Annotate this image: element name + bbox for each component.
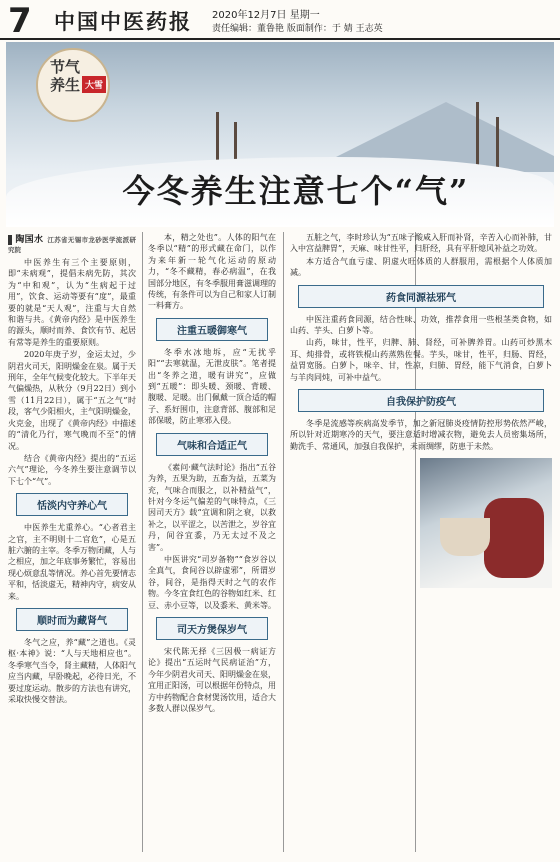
paper-name: 中国中医药报	[54, 9, 192, 34]
column-3	[290, 232, 552, 588]
paragraph: 结合《黄帝内经》提出的“五运六气”理论，今冬养生要注意调节以下七个“气”。	[8, 453, 136, 486]
column-divider	[142, 232, 143, 852]
cup-shape	[440, 518, 490, 556]
paragraph: 中医注重药食同源，结合性味、功效，推荐食用一些根茎类食物，如山药、芋头、白萝卜等。	[290, 314, 552, 336]
byline	[8, 232, 136, 255]
paragraph: 中医养生尤重养心。“心者君主之官，主不明则十二官危”，心是五脏六腑的主宰。冬季万物闭藏，人与之相应，加之年底事务繁忙，容易出现心烦意乱等情况。养心首先要情志平和，恬淡虚无，精神内守，病安从来。	[8, 523, 136, 601]
badge-text: 节气养生	[50, 58, 81, 94]
column-divider	[283, 232, 284, 852]
tree-icon	[476, 102, 479, 172]
subheading-food: 药食同源祛邪气	[298, 285, 544, 308]
column-2	[148, 232, 276, 715]
masthead	[0, 0, 560, 40]
winter-photo	[420, 458, 552, 588]
subheading-epidemic: 自我保护防疫气	[298, 389, 544, 412]
badge-tag: 大雪	[82, 76, 106, 93]
paragraph: 冬气之应，养“藏”之道也。《灵枢·本神》说：“人与天地相应也”。冬季寒气当令，肾主藏精，人体阳气应当内藏，早卧晚起，必待日光，不要过度运动。散步的方法也有讲究，采取快慢交替法。	[8, 637, 136, 704]
author-name: 陶国水	[15, 235, 44, 245]
scarf-shape	[484, 498, 544, 578]
paragraph: 冬季水冰地坼，应“无扰乎阳”“去寒就温，无泄皮肤”。笔者提出“冬养之道，暖有讲究”，应做到“五暖”：即头暖、颈暖、背暖、腹暖、足暖。出门佩戴一顶合适的帽子、系好围巾，注意背部、腹部和足部保暖，防止寒邪入侵。	[148, 347, 276, 426]
headline: 今冬养生注意七个“气”	[122, 172, 470, 210]
issue-date: 2020年12月7日 星期一	[212, 10, 320, 21]
column-1	[8, 232, 136, 706]
paragraph: 《素问·藏气法时论》指出“五谷为养，五果为助，五畜为益，五菜为充，气味合而服之，以补精益气”，针对今冬运气偏差的气味特点，《三因司天方》载“宜调和阴之衰，以救补之，以平涩之，以苦泄之，岁谷宜丹，间谷宜黍，乃无太过不及之害”。	[148, 462, 276, 552]
paragraph: 山药，味甘，性平，归脾、肺、肾经，可补脾养胃。山药可炒黑木耳、炖排骨，或将铁棍山药蒸熟佐餐。芋头，味甘，性平，归肠、胃经，益胃宽肠。白萝卜，味辛、甘，性凉，归肺、胃经，能下气消食，白萝卜与羊肉同炖，可补中益气。	[290, 338, 552, 382]
section-badge	[36, 48, 110, 122]
hero-image	[6, 42, 554, 227]
paragraph: 本，精之处也”。人体的阳气在冬季以“精”的形式藏在命门，以作为来年新一轮气化运动的原动力，“冬不藏精，春必病温”，在我国部分地区，有冬季服用膏滋调理的传统，有条件可以为自己和家人订制一料膏方。	[148, 233, 276, 311]
page-number: 7	[8, 1, 32, 41]
issue-credits: 责任编辑：董鲁艳 版面制作：于 婧 王志英	[212, 24, 383, 34]
subheading-flavor: 气味和合适正气	[156, 433, 268, 456]
paragraph: 冬季是流感等疾病高发季节，加之新冠肺炎疫情防控形势依然严峻，所以针对近期寒冷的天气，要注意适时增减衣物，避免去人员密集场所，勤洗手、常通风，加强自我保护，未雨绸缪，防患于未然。	[290, 419, 552, 451]
paragraph: 本方适合气血亏虚、阴虚火旺体质的人群服用，需根据个人体质加减。	[290, 256, 552, 278]
paragraph: 五脏之气，李时珍认为“五味子酸咸入肝而补肾，辛苦入心而补肺，甘入中宫益脾胃”，天麻、味甘性平，归肝经，具有平肝熄风补益之功效。	[290, 233, 552, 254]
tree-icon	[496, 117, 499, 172]
paragraph: 中医养生有三个主要原则，即“未病观”，提倡未病先防，其次为“中和观”，认为“生病起于过用”，饮食、运动等要有“度”，最重要的就是“天人观”，注重与大自然和谐与共。《黄帝内经》是中医养生的源头，顺时而养、食饮有节、起居有常等是养生的重要原则。	[8, 258, 136, 347]
subheading-kidney: 顺时而为藏肾气	[16, 608, 128, 631]
paragraph: 2020年庚子岁，金运太过，少阴君火司天，阳明燥金在泉。属于天刑年，全年气候变化较大。下半年天气偏燥热，从秋分（9月22日）到小雪（11月22日），属于“五之气”时段，客气少阳相火，主气阳明燥金，火克金，出现了《黄帝内经》中描述的“清化乃行，寒气晚而不至”的情况。	[8, 350, 136, 451]
author-affiliation: 江苏省无锡市龙砂医学流派研究院	[8, 236, 136, 254]
paragraph: 中医讲究“司岁备物”“食岁谷以全真气，食间谷以辟虚邪”，所谓岁谷，间谷，是指得天时之气的农作物。今冬宜食红色的谷物如红米、红豆、赤小豆等，以及黍米、黄米等。	[148, 554, 276, 610]
byline-marker	[8, 235, 12, 245]
paragraph: 宋代陈无择《三因极一病证方论》提出“五运时气民病证治”方，今年少阴君火司天、阳明燥金在泉，宜用正阳汤，可以根据年份特点，用方中药物配合食材煲汤饮用，适合大多数人群以保岁气。	[148, 646, 276, 713]
subheading-heart: 恬淡内守养心气	[16, 493, 128, 516]
subheading-warmth: 注重五暖御寒气	[156, 318, 268, 341]
subheading-soup: 司天方煲保岁气	[156, 617, 268, 640]
